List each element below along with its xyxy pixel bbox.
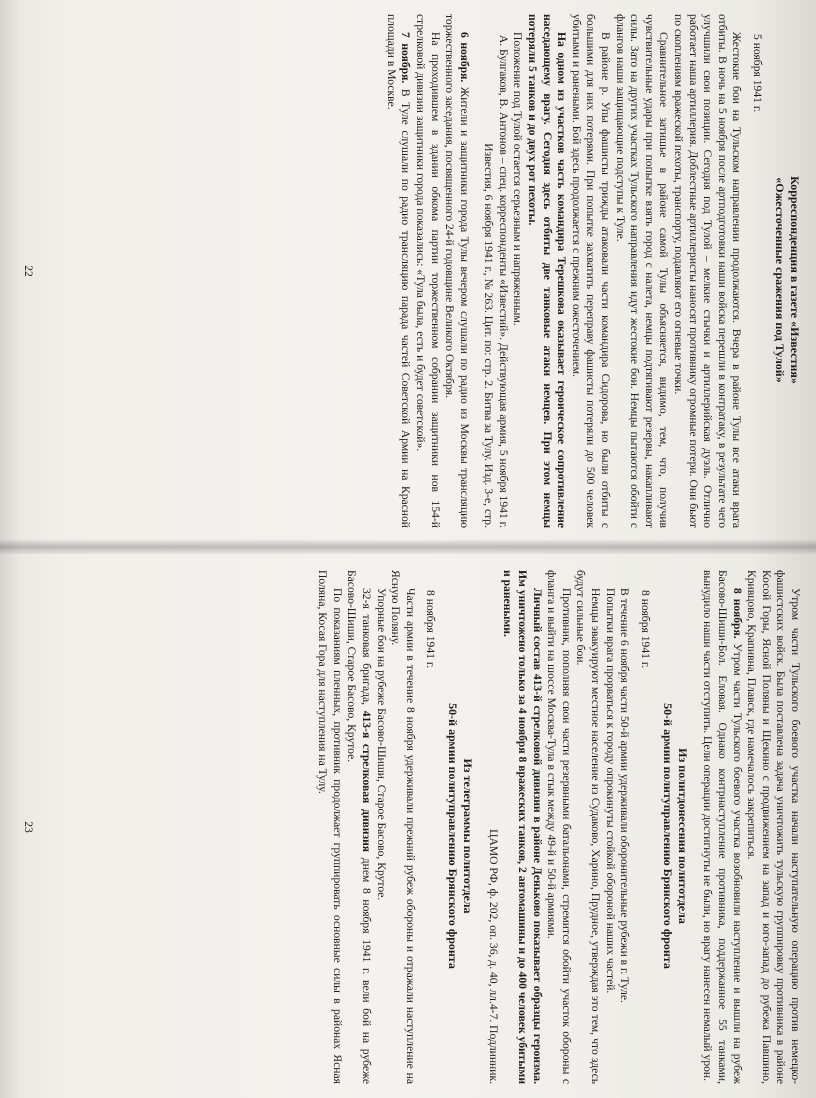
chronicle-entry [442,14,471,528]
article-heading: Корреспонденция в газете «Известия» [788,176,802,384]
section-date: 8 ноября 1941 г. [638,590,652,669]
paragraph: На проходившем в здании обкома партии торжественном собрании защитники нов 154-й стрелковой дивизии защитники города показались: «Тула была, есть и будет советской». [413,14,442,528]
page-number: 22 [21,265,35,277]
paragraph: Немцы эвакуируют местное население из Судаково, Харино, Прудное, утверждая это тем, что здесь будут сильные бои. [574,570,603,1084]
paragraph: Сравнительное затишье в районе самой Тулы объясняется, видимо, тем, что, получив чувствительные удары при попытке взять город с налета, немцы подтягивают резервы, накапливают силы. Зато на других участках Тульского направления идут жестокие бои. Немцы пытаются обойти с флангов наши защищающие подступы к Туле. [613,14,671,528]
source-citation: Известия, 6 ноября 1941 г., № 263. Цит. по: стр. 2. Битва за Тулу. Изд. 3-е, стр. [482,143,496,528]
paragraph: По показаниям пленных, противник продолжает группировать основные силы в районах Ясная Поляна, Косая Гора для наступления на Тулу. [316,570,344,1084]
paragraph: Противник, пополняя свои части резервными батальонами, стремится обойти участок обороны с фланга и выйти на шоссе Москва-Тула в стык между 49-й и 50-й армиями. [545,570,573,1084]
entry-text: Утром части Тульского боевого участка возобновили наступление и вышли на рубеж Басово-Шиши-Бол. Еловая. Однако контрнаступление противника, поддержанное 55 танками, вынудило наши части отступить. Цели операции достигнуты не были, но врагу нанесен немалый урон. [701,570,744,1084]
book-gutter [0,540,816,554]
paragraph [344,570,373,1084]
section-subheading: 50-й армии политуправлению Брянского фронта [446,703,461,969]
page-number: 23 [21,821,35,833]
entry-date: 7 ноября. [399,32,413,84]
chronicle-entry [383,14,412,528]
bold-text: Личный состав 413-й стрелковой дивизии в районе Деньково показывает образцы героизма. Им уничтожено только за 4 ноября 8 вражеских танков, 2 автомашины и до 400 человек убитыми и ранеными. [501,570,544,1084]
paragraph: Положение под Тулой остается серьезным и напряженным. [511,32,525,326]
entry-date: 6 ноября. [457,32,471,83]
paragraph: Упорные бои на рубеже Басово-Шиши, Старое Басово, Крутое. [374,588,388,901]
left-page [22,14,802,528]
chronicle-entry [700,570,744,1084]
paragraph: Попытки врага прорваться к городу опрокинуты стойкой обороной наших частей. [603,588,617,994]
paragraph: Утром части Тульского боевого участка начали наступательную операцию против немецко-фашистских войск. Была поставлена задача уничтожить тульскую группировку противника в районе Косой Горы, Ясной Поляны и Щекино с продвижением на запад и юго-запад до рубежа Павшино, Кривцово, Крапивна, Плавск, где намечалось закрепиться. [745,570,802,1084]
paragraph: Части армии в течение 8 ноября удерживали прежний рубеж обороны и отражали наступление на Ясную Поляну. [389,570,417,1084]
entry-text: В Туле слушали по радио трансляцию парада частей Советской Армии на Красной площади в Москве. [384,14,413,528]
section-heading: Из политдонесения политотдела [675,748,690,924]
signature: А. Булгаков, В. Антонов – спец. корреспонденты «Известий». Действующая армия, 5 ноября 1941 г. [496,34,510,528]
entry-text: 32-я танковая бригада, [359,588,373,706]
paragraph: Жестокие бои на Тульском направлении продолжаются. Вчера в районе Тулы все атаки врага отбиты. В ночь на 5 ноября после артподготовки наши войска перешли в контратаку, в результате чего улучшили свои позиции. Сегодня под Тулой – мелкие стычки и артиллерийская дуэль. Отлично работает наша артиллерия. Доблестные артиллеристы наносят противнику огромные потери. Они бьют по скоплениям вражеской пехоты, транспорту, подавляют его огневые точки. [672,14,744,528]
bold-text: На одном из участков часть командира Терешкова оказывает героическое сопротивление наседающему врагу. Сегодня здесь отбиты две танковые атаки немцев. При этом немцы потеряли 5 танков и до двух рот пехоты. [526,14,569,528]
paragraph: В районе р. Упы фашисты трижды атаковали части командира Сидорова, но были отбиты с большими для них потерями. При попытке захватить переправу фашисты потеряли до 500 человек убитыми и ранеными. Бой здесь продолжается с прежним ожесточением. [569,14,613,528]
right-page [22,570,802,1084]
section-heading: Из телеграммы политотдела [461,758,476,914]
section-subheading: 50-й армии политуправлению Брянского фронта [660,703,675,969]
paragraph-bold [525,14,569,528]
section-date: 8 ноября 1941 г. [424,590,438,669]
entry-text: днем 8 ноября 1941 г. вели бой на рубеже Басово-Шиши, Старое Басово, Крутое. [345,570,373,1084]
entry-text: Жители и защитники города Тулы вечером слушали по радио из Москвы трансляцию торжественного заседания, посвященного 24-й годовщине Великого Октября. [443,14,471,529]
source-citation: ЦАМО РФ, ф. 202, оп. 36, д. 40, лл.4-7. Подлинник. [486,829,500,1084]
entry-date: 8 ноября. [730,588,744,639]
article-date: 5 ноября 1941 г. [751,34,764,113]
bold-text: 413-я стрелковая дивизия [359,710,373,853]
article-subheading: «Ожесточенные сражения под Тулой» [773,177,787,383]
page-edge-shadow [0,0,20,1098]
paragraph: В течение 6 ноября части 50-й армии удерживали оборонительные рубежи в г. Туле. [618,588,632,1003]
paragraph-bold [500,570,544,1084]
